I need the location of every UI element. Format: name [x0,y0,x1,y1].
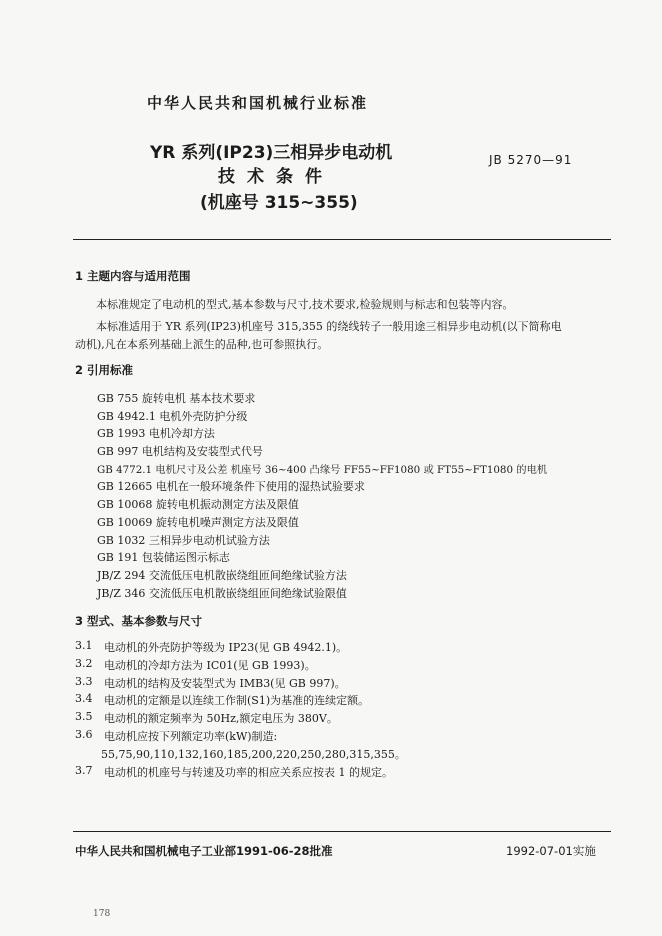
header-divider [73,239,611,240]
reference-item: GB 191 包装储运图示标志 [97,551,230,564]
reference-item: GB 12665 电机在一般环境条件下使用的湿热试验要求 [97,480,365,493]
clause-text: 电动机的结构及安装型式为 IMB3(见 GB 997)。 [104,677,346,690]
power-rating-list: 55,75,90,110,132,160,185,200,220,250,280,315,355。 [101,748,406,761]
section2-heading: 2 引用标准 [75,363,134,377]
page-number: 178 [93,909,111,919]
effective-date: 1992-07-01实施 [506,844,596,858]
clause-number: 3.2 [75,657,93,670]
reference-item: GB 10069 旋转电机噪声测定方法及限值 [97,516,299,529]
issuing-organization: 中华人民共和国机械行业标准 [147,94,369,112]
reference-item: GB 4942.1 电机外壳防护分级 [97,410,248,423]
section3-heading: 3 型式、基本参数与尺寸 [75,614,203,628]
section1-para2-line1: 本标准适用于 YR 系列(IP23)机座号 315,355 的绕线转子一般用途三相异步电动机(以下简称电 [96,320,562,333]
clause-number: 3.5 [75,710,93,723]
clause-text: 电动机的外壳防护等级为 IP23(见 GB 4942.1)。 [104,641,348,654]
section1-para2-line2: 动机),凡在本系列基础上派生的品种,也可参照执行。 [75,338,329,351]
clause-text: 电动机的额定频率为 50Hz,额定电压为 380V。 [104,712,338,725]
clause-text: 电动机的机座号与转速及功率的相应关系应按表 1 的规定。 [104,766,393,779]
reference-item: GB 755 旋转电机 基本技术要求 [97,392,256,405]
document-title-line1: YR 系列(IP23)三相异步电动机 [150,143,393,163]
document-title-line2: 技术条件 [218,167,334,187]
clause-text: 电动机的定额是以连续工作制(S1)为基准的连续定额。 [104,694,370,707]
reference-item: GB 997 电机结构及安装型式代号 [97,445,263,458]
reference-item: GB 4772.1 电机尺寸及公差 机座号 36~400 凸缘号 FF55~FF1080 或 FT55~FT1080 的电机 [97,464,548,476]
footer-divider [73,831,611,832]
clause-text: 电动机应按下列额定功率(kW)制造: [104,730,278,743]
clause-number: 3.1 [75,639,93,652]
section1-para1: 本标准规定了电动机的型式,基本参数与尺寸,技术要求,检验规则与标志和包装等内容。 [96,298,514,311]
reference-item: GB 10068 旋转电机振动测定方法及限值 [97,498,299,511]
reference-item: GB 1993 电机冷却方法 [97,427,215,440]
reference-item: GB 1032 三相异步电动机试验方法 [97,534,270,547]
clause-number: 3.6 [75,728,93,741]
standard-number: JB 5270—91 [489,153,573,167]
reference-item: JB/Z 346 交流低压电机散嵌绕组匝间绝缘试验限值 [97,587,347,600]
clause-number: 3.4 [75,692,93,705]
document-title-line3: (机座号 315~355) [200,193,358,213]
section1-heading: 1 主题内容与适用范围 [75,269,191,283]
reference-item: JB/Z 294 交流低压电机散嵌绕组匝间绝缘试验方法 [97,569,347,582]
approval-line: 中华人民共和国机械电子工业部1991-06-28批准 [75,844,333,858]
clause-text: 电动机的冷却方法为 IC01(见 GB 1993)。 [104,659,316,672]
clause-number: 3.3 [75,675,93,688]
clause-number: 3.7 [75,764,93,777]
